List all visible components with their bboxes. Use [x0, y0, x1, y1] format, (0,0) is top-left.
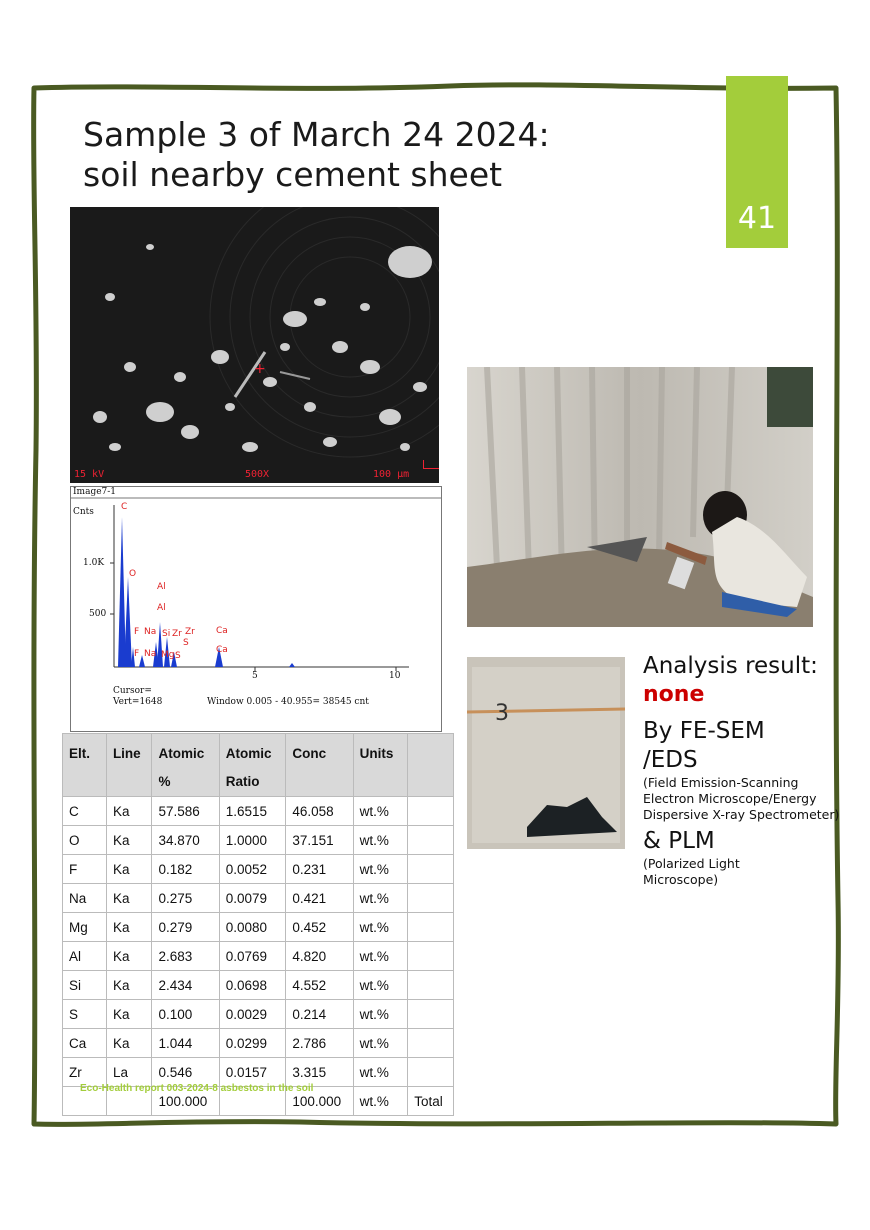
table-cell: 0.275 — [152, 884, 219, 913]
table-cell: 3.315 — [286, 1058, 353, 1087]
table-row — [63, 971, 454, 1000]
eds-image-label: Image7-1 — [73, 487, 117, 497]
table-cell: wt.% — [353, 1058, 408, 1087]
table-header-cell: Atomic % — [152, 734, 219, 797]
sem-scale-bar — [423, 460, 439, 469]
eds-peak-label: Na — [144, 627, 157, 637]
table-cell: 1.6515 — [219, 797, 286, 826]
table-header-row — [63, 734, 454, 797]
method-plm: & PLM — [643, 828, 715, 854]
sample-bag-scene — [467, 657, 625, 849]
eds-peak-label: Zr — [185, 627, 195, 637]
eds-x-tick-5: 5 — [252, 671, 258, 681]
table-row — [63, 913, 454, 942]
table-cell: Ka — [106, 855, 152, 884]
table-header-cell: Conc — [286, 734, 353, 797]
table-cell: 2.434 — [152, 971, 219, 1000]
title-line-1: Sample 3 of March 24 2024: — [83, 115, 550, 154]
table-cell: Total — [408, 1087, 454, 1116]
table-cell: 100.000 — [152, 1087, 219, 1116]
table-cell: 100.000 — [286, 1087, 353, 1116]
table-cell: 0.0157 — [219, 1058, 286, 1087]
table-cell: 0.0029 — [219, 1000, 286, 1029]
table-cell: 0.0079 — [219, 884, 286, 913]
eds-peak-label: S — [183, 638, 189, 648]
table-cell: 2.786 — [286, 1029, 353, 1058]
table-cell — [408, 1058, 454, 1087]
eds-vert-label: Vert=1648 — [113, 697, 163, 707]
table-cell: Ka — [106, 884, 152, 913]
composition-table — [62, 733, 454, 1116]
method-fesem-eds-detail: (Field Emission-Scanning Electron Microscope/Energy Dispersive X-ray Spectrometer) — [643, 775, 840, 822]
table-cell: Ka — [106, 826, 152, 855]
eds-peak-label: F — [134, 649, 140, 659]
eds-peak-label: Al — [157, 582, 166, 592]
table-row — [63, 797, 454, 826]
table-cell: Ka — [106, 942, 152, 971]
table-header-cell: Elt. — [63, 734, 107, 797]
table-cell: Si — [63, 971, 107, 1000]
field-photo — [467, 367, 813, 627]
table-cell: 1.044 — [152, 1029, 219, 1058]
table-row — [63, 884, 454, 913]
table-cell: Na — [63, 884, 107, 913]
footer-text: Eco-Health report 003-2024-8 asbestos in the soil — [80, 1083, 314, 1094]
table-cell: 37.151 — [286, 826, 353, 855]
eds-x-tick-10: 10 — [389, 671, 401, 681]
table-cell: Al — [63, 942, 107, 971]
sem-particles — [70, 207, 439, 483]
table-cell: Ka — [106, 1029, 152, 1058]
table-cell: S — [63, 1000, 107, 1029]
table-header-cell — [408, 734, 454, 797]
sem-magnification: 500X — [245, 469, 270, 480]
table-cell — [408, 884, 454, 913]
table-row — [63, 1000, 454, 1029]
table-cell: Ka — [106, 1000, 152, 1029]
table-cell: 0.214 — [286, 1000, 353, 1029]
table-header-cell: Line — [106, 734, 152, 797]
method-fesem-eds: By FE-SEM /EDS — [643, 718, 765, 773]
eds-window-label: Window 0.005 - 40.955= 38545 cnt — [207, 697, 369, 707]
table-cell: Zr — [63, 1058, 107, 1087]
table-cell: 34.870 — [152, 826, 219, 855]
table-cell: 4.820 — [286, 942, 353, 971]
table-cell: Ka — [106, 971, 152, 1000]
table-cell: O — [63, 826, 107, 855]
sample-bag-number: 3 — [495, 701, 509, 726]
table-cell: Ka — [106, 913, 152, 942]
table-cell — [408, 913, 454, 942]
table-cell: 57.586 — [152, 797, 219, 826]
page-title — [83, 115, 550, 195]
table-cell: wt.% — [353, 1000, 408, 1029]
table-cell: La — [106, 1058, 152, 1087]
eds-peak-label: Al — [157, 603, 166, 613]
table-cell: wt.% — [353, 884, 408, 913]
page-number-tab — [726, 76, 788, 248]
table-cell: 0.0052 — [219, 855, 286, 884]
table-cell — [408, 1000, 454, 1029]
table-cell: wt.% — [353, 913, 408, 942]
table-cell: 0.0769 — [219, 942, 286, 971]
table-cell: 4.552 — [286, 971, 353, 1000]
analysis-panel — [643, 652, 843, 892]
table-cell — [408, 797, 454, 826]
sem-voltage: 15 kV — [74, 469, 105, 480]
method-plm-detail: (Polarized Light Microscope) — [643, 856, 740, 887]
table-cell: 1.0000 — [219, 826, 286, 855]
table-cell: 46.058 — [286, 797, 353, 826]
eds-y-tick-500: 500 — [89, 609, 107, 619]
table-cell: wt.% — [353, 942, 408, 971]
table-row — [63, 855, 454, 884]
eds-peak-label: Na — [144, 649, 157, 659]
eds-peak-label: Ca — [216, 645, 228, 655]
table-header-cell: Atomic Ratio — [219, 734, 286, 797]
table-cell: 0.0299 — [219, 1029, 286, 1058]
table-row — [63, 942, 454, 971]
table-cell — [408, 942, 454, 971]
table-row — [63, 1029, 454, 1058]
eds-cursor-label: Cursor= — [113, 686, 152, 696]
title-line-2: soil nearby cement sheet — [83, 155, 503, 194]
eds-cursor — [113, 686, 162, 708]
table-cell: Ca — [63, 1029, 107, 1058]
table-cell — [408, 855, 454, 884]
table-cell: 0.231 — [286, 855, 353, 884]
eds-peak-label: Zr — [172, 629, 182, 639]
table-cell: Ka — [106, 797, 152, 826]
table-cell — [408, 1029, 454, 1058]
table-cell: 0.0080 — [219, 913, 286, 942]
svg-text:+: + — [254, 361, 266, 377]
sem-micrograph — [70, 207, 439, 483]
table-cell: 0.279 — [152, 913, 219, 942]
table-cell: C — [63, 797, 107, 826]
eds-peak-label: S — [175, 651, 181, 661]
eds-y-axis-label: Cnts — [73, 507, 94, 517]
sample-bag-photo — [467, 657, 625, 849]
field-photo-scene — [467, 367, 813, 627]
analysis-heading: Analysis result: — [643, 653, 818, 679]
table-cell — [408, 826, 454, 855]
table-cell: 0.452 — [286, 913, 353, 942]
eds-peak-label: C — [121, 502, 128, 512]
table-cell: 0.100 — [152, 1000, 219, 1029]
eds-peak-label: Mg — [161, 650, 175, 660]
table-cell: wt.% — [353, 855, 408, 884]
table-cell: wt.% — [353, 1087, 408, 1116]
page-number: 41 — [737, 201, 777, 236]
table-cell: wt.% — [353, 971, 408, 1000]
table-cell: 0.421 — [286, 884, 353, 913]
table-cell: 0.546 — [152, 1058, 219, 1087]
table-cell: 0.0698 — [219, 971, 286, 1000]
sem-scale-label: 100 µm — [373, 469, 410, 480]
table-cell: 0.182 — [152, 855, 219, 884]
table-row — [63, 826, 454, 855]
table-cell: 2.683 — [152, 942, 219, 971]
eds-peak-label: Ca — [216, 626, 228, 636]
analysis-result: none — [643, 682, 705, 707]
table-cell: F — [63, 855, 107, 884]
table-cell: Mg — [63, 913, 107, 942]
eds-peak-label: O — [129, 569, 137, 579]
table-cell: wt.% — [353, 797, 408, 826]
eds-peak-label: F — [134, 627, 140, 637]
table-cell — [408, 971, 454, 1000]
eds-spectrum — [70, 486, 442, 732]
table-cell: wt.% — [353, 826, 408, 855]
table-cell: wt.% — [353, 1029, 408, 1058]
eds-peak-label: Si — [162, 629, 171, 639]
eds-y-tick-1k: 1.0K — [83, 558, 105, 568]
table-header-cell: Units — [353, 734, 408, 797]
